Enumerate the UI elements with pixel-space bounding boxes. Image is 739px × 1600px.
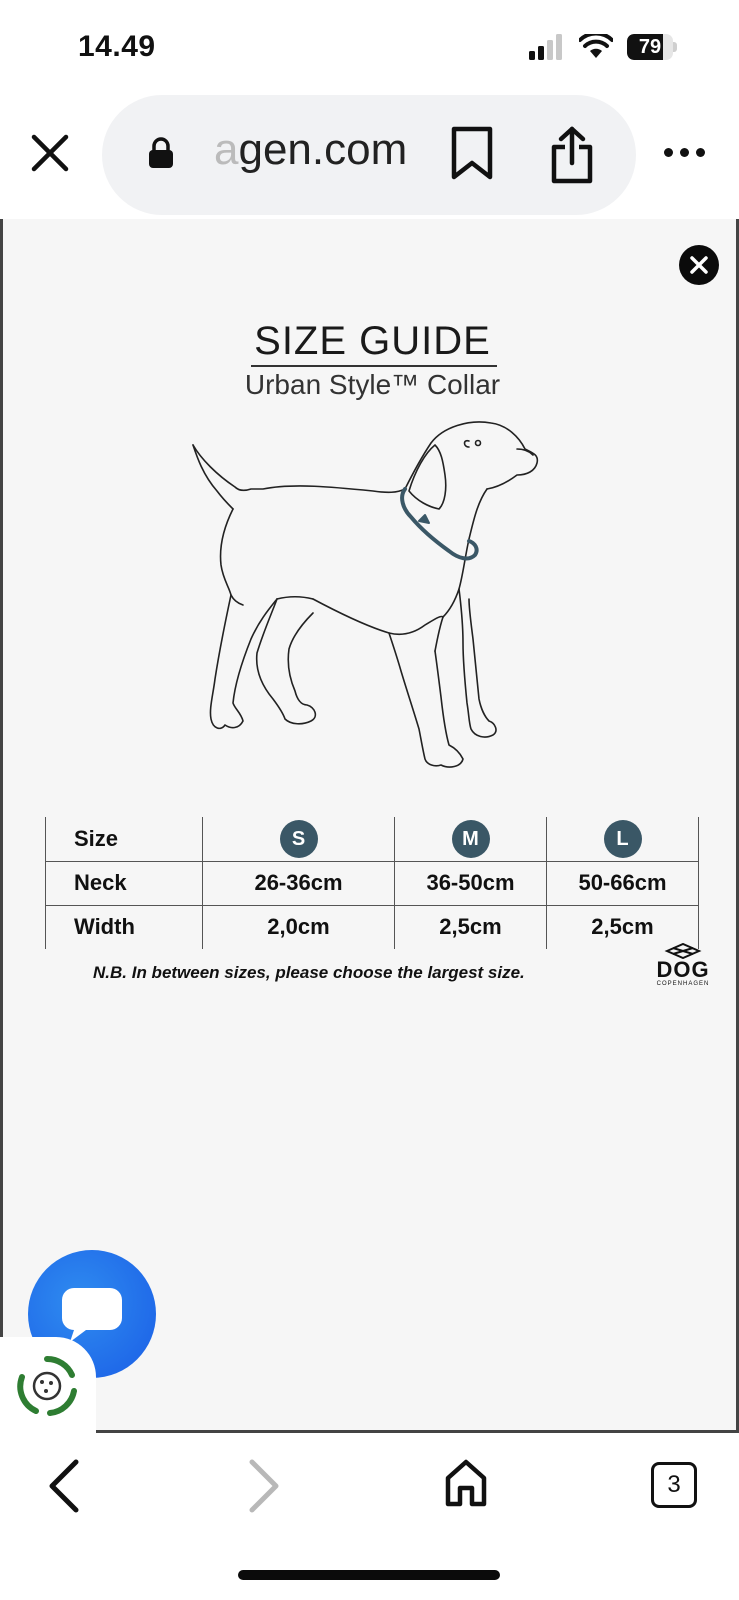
battery-percent: 79 <box>638 36 662 58</box>
dog-illustration <box>173 419 573 779</box>
neck-m-value: 36-50cm <box>395 861 547 905</box>
size-guide-title: SIZE GUIDE <box>254 319 491 363</box>
size-badge-s: S <box>280 820 318 858</box>
home-icon[interactable] <box>444 1458 488 1508</box>
cellular-signal-icon <box>529 34 565 60</box>
table-header-row <box>46 817 699 861</box>
width-l-value: 2,5cm <box>547 905 699 949</box>
brand-logo <box>647 943 719 987</box>
wifi-icon <box>579 34 613 60</box>
status-bar <box>0 0 739 95</box>
width-m-value: 2,5cm <box>395 905 547 949</box>
forward-arrow-icon[interactable] <box>244 1458 284 1514</box>
status-time: 14.49 <box>78 30 156 63</box>
header-size-m <box>395 817 547 861</box>
row-label-width: Width <box>46 905 203 949</box>
bookmark-icon[interactable] <box>450 125 494 181</box>
title-divider <box>251 365 497 367</box>
back-arrow-icon[interactable] <box>44 1458 84 1514</box>
battery-indicator <box>627 34 677 60</box>
chat-bubble-icon <box>60 1284 124 1346</box>
header-size-s <box>203 817 395 861</box>
share-icon[interactable] <box>550 125 594 185</box>
eco-badge-button[interactable] <box>0 1337 96 1433</box>
browser-bottom-toolbar <box>0 1436 739 1556</box>
close-icon[interactable] <box>28 131 72 175</box>
size-table <box>45 817 699 949</box>
table-row <box>46 905 699 949</box>
brand-subtitle: COPENHAGEN <box>656 981 710 987</box>
modal-close-button[interactable] <box>679 245 719 285</box>
address-bar[interactable] <box>102 95 636 215</box>
lock-icon <box>148 137 174 169</box>
neck-s-value: 26-36cm <box>203 861 395 905</box>
neck-l-value: 50-66cm <box>547 861 699 905</box>
row-label-neck: Neck <box>46 861 203 905</box>
browser-top-bar <box>0 95 739 219</box>
close-icon <box>689 255 709 275</box>
size-badge-l: L <box>604 820 642 858</box>
size-badge-m: M <box>452 820 490 858</box>
url-domain: gen.com <box>238 125 408 174</box>
size-guide-subtitle: Urban Style™ Collar <box>244 369 501 400</box>
table-row <box>46 861 699 905</box>
header-size-l <box>547 817 699 861</box>
home-indicator <box>238 1570 500 1580</box>
header-size-label: Size <box>46 817 203 861</box>
size-note: N.B. In between sizes, please choose the largest size. <box>93 963 525 982</box>
status-icons <box>529 34 677 60</box>
url-faded-prefix: a <box>214 125 239 174</box>
width-s-value: 2,0cm <box>203 905 395 949</box>
tabs-button[interactable]: 3 <box>651 1462 697 1508</box>
page-content <box>0 219 739 1433</box>
more-options-icon[interactable] <box>664 148 705 157</box>
brand-name: DOG <box>656 957 710 982</box>
recycle-leaf-icon <box>14 1353 80 1419</box>
